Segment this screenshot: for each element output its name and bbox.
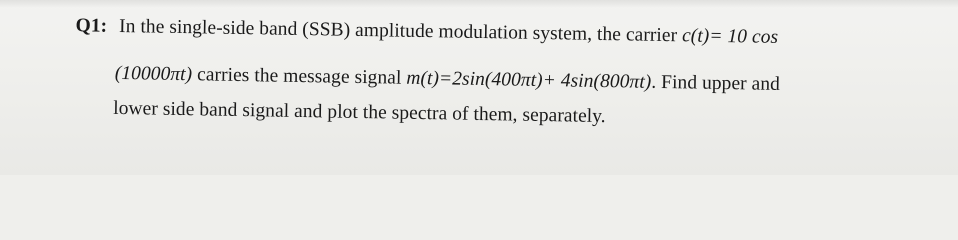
question-line-2 [115, 63, 780, 96]
message-signal-expression: m(t)=2sin(400πt)+ 4sin(800πt) [406, 67, 652, 93]
question-text-part-4: lower side band signal and plot the spectra of them, separately. [113, 97, 606, 128]
carrier-argument: (10000πt) [114, 62, 193, 86]
question-line-1 [75, 15, 778, 49]
question-label: Q1: [75, 15, 108, 37]
question-text-part-2: carries the message signal [191, 64, 407, 89]
carrier-expression: c(t)= 10 cos [681, 25, 779, 48]
question-line-3 [113, 98, 606, 128]
question-text-part-1: In the single-side band (SSB) amplitude modulation system, the carrier [118, 15, 683, 47]
question-text-part-3: . Find upper and [651, 71, 781, 95]
